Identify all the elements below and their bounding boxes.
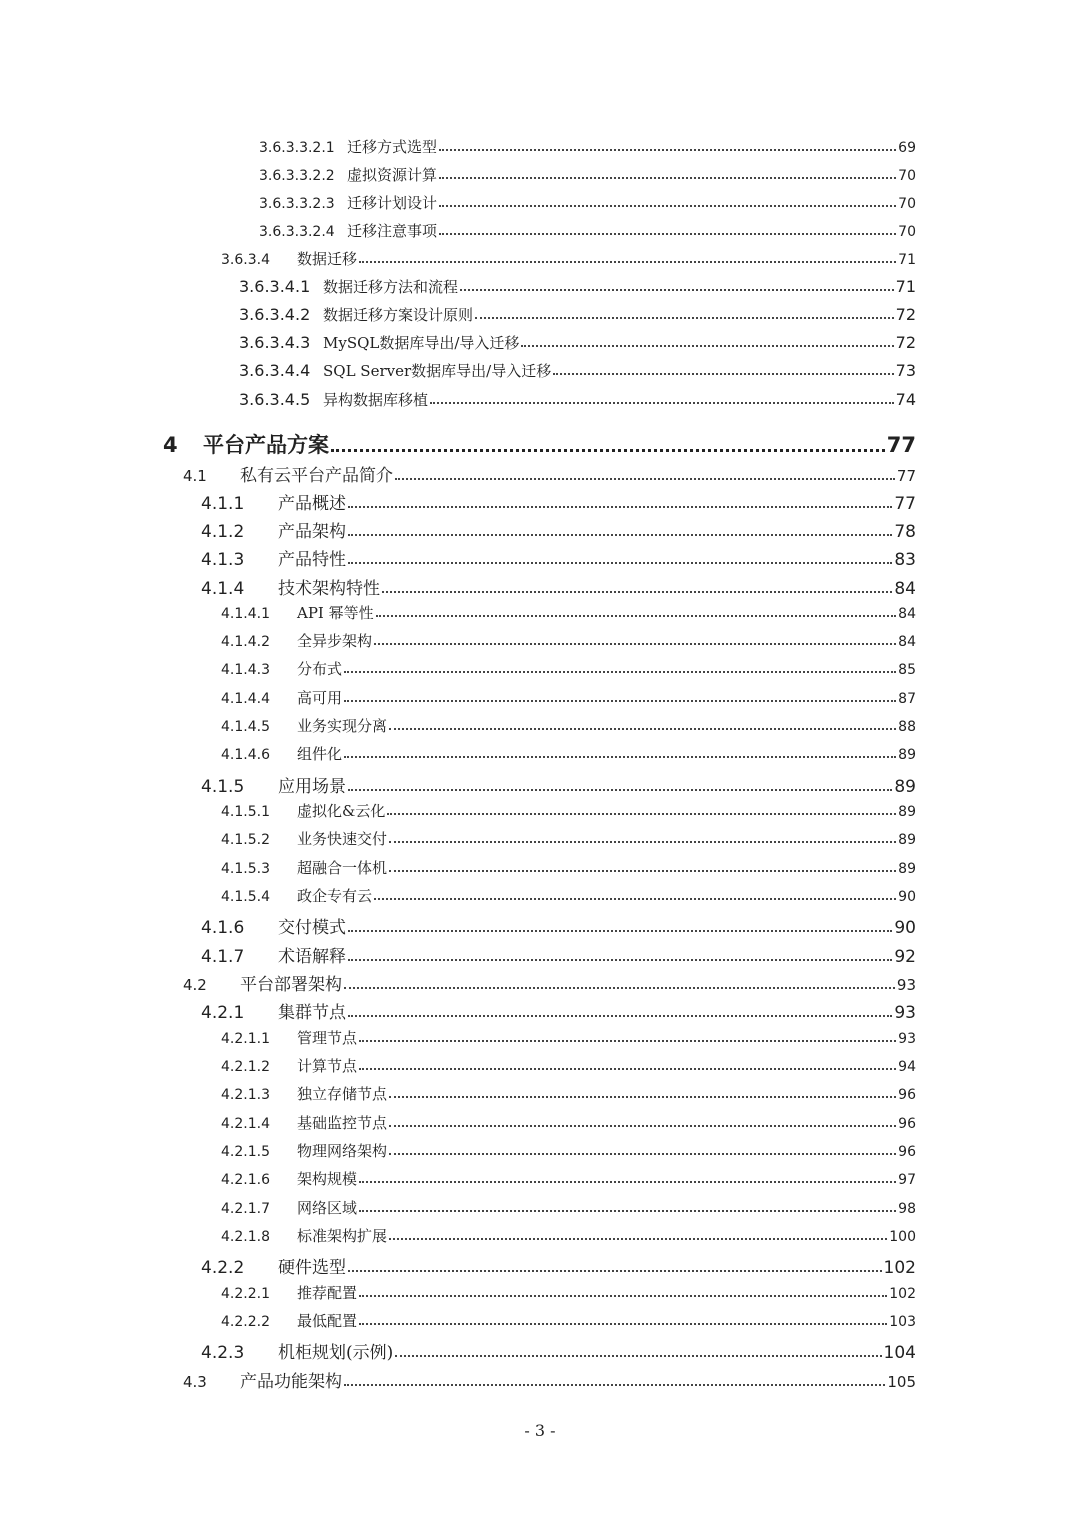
- toc-number: 4.1.4.2: [221, 634, 270, 650]
- toc-number: 4.2.2.1: [221, 1286, 270, 1302]
- toc-entry[interactable]: [221, 857, 916, 878]
- dot-leader: [344, 700, 896, 702]
- dot-leader: [521, 345, 893, 347]
- toc-number: 4.2.1: [201, 1003, 245, 1023]
- toc-page-number: 104: [883, 1343, 916, 1363]
- toc-page-number: 89: [898, 747, 916, 763]
- dot-leader: [389, 1238, 887, 1240]
- toc-number: 3.6.3.4.3: [239, 333, 311, 352]
- toc-number: 4.2.2: [201, 1258, 245, 1278]
- dot-leader: [439, 149, 896, 151]
- dot-leader: [359, 1323, 887, 1325]
- toc-page-number: 84: [898, 606, 916, 622]
- toc-number: 4.2.1.1: [221, 1031, 270, 1047]
- toc-page-number: 96: [898, 1087, 916, 1103]
- toc-number: 4.1.6: [201, 918, 245, 938]
- toc-page-number: 105: [887, 1373, 916, 1391]
- toc-entry[interactable]: [221, 630, 916, 651]
- toc-entry[interactable]: [201, 489, 916, 514]
- toc-title: 产品功能架构: [240, 1372, 342, 1392]
- toc-entry[interactable]: [201, 1253, 916, 1278]
- toc-entry[interactable]: [221, 1055, 916, 1076]
- toc-number: 4.2.1.6: [221, 1172, 270, 1188]
- toc-page-number: 103: [889, 1314, 916, 1330]
- toc-number: 3.6.3.4.2: [239, 305, 311, 324]
- toc-number: 3.6.3.3.2.4: [259, 224, 335, 240]
- toc-page-number: 69: [898, 140, 916, 156]
- toc-page-number: 93: [898, 1031, 916, 1047]
- toc-title: 迁移方式选型: [347, 138, 438, 156]
- toc-entry[interactable]: [239, 389, 916, 410]
- toc-entry[interactable]: [221, 743, 916, 764]
- toc-entry[interactable]: [201, 517, 916, 542]
- toc-page-number: 72: [895, 333, 916, 352]
- toc-entry[interactable]: [239, 332, 916, 353]
- toc-number: 4.1.3: [201, 550, 245, 570]
- toc-entry[interactable]: [221, 1282, 916, 1303]
- toc-number: 4.1: [183, 467, 207, 485]
- toc-number: 4.1.4: [201, 579, 245, 599]
- toc-page-number: 72: [895, 305, 916, 324]
- dot-leader: [553, 373, 893, 375]
- dot-leader: [389, 1125, 896, 1127]
- toc-title: 数据迁移方案设计原则: [323, 306, 474, 324]
- toc-title: 集群节点: [278, 1003, 346, 1023]
- dot-leader: [389, 1153, 896, 1155]
- toc-number: 4.1.5.4: [221, 889, 270, 905]
- toc-title: 异构数据库移植: [323, 391, 429, 409]
- toc-title: 数据迁移方法和流程: [323, 278, 459, 296]
- toc-title: 平台部署架构: [240, 975, 342, 995]
- toc-page-number: 85: [898, 662, 916, 678]
- toc-entry[interactable]: [183, 461, 916, 486]
- toc-number: 4.1.2: [201, 522, 245, 542]
- toc-title: 迁移注意事项: [347, 222, 438, 240]
- dot-leader: [374, 898, 896, 900]
- toc-number: 3.6.3.3.2.3: [259, 196, 335, 212]
- dot-leader: [348, 959, 892, 961]
- toc-entry[interactable]: [239, 304, 916, 325]
- toc-number: 4.3: [183, 1373, 207, 1391]
- toc-number: 4: [163, 433, 178, 457]
- toc-page-number: 83: [894, 550, 916, 570]
- dot-leader: [389, 1096, 896, 1098]
- toc-entry[interactable]: [239, 360, 916, 381]
- toc-page-number: 74: [895, 390, 916, 409]
- toc-title: 应用场景: [278, 777, 346, 797]
- toc-entry[interactable]: [201, 1338, 916, 1363]
- dot-leader: [439, 177, 896, 179]
- toc-page-number: 70: [898, 224, 916, 240]
- toc-number: 3.6.3.3.2.1: [259, 140, 335, 156]
- toc-number: 4.1.4.6: [221, 747, 270, 763]
- toc-title: 迁移计划设计: [347, 194, 438, 212]
- toc-page-number: 84: [898, 634, 916, 650]
- toc-entry[interactable]: [221, 687, 916, 708]
- toc-title: 高可用: [297, 689, 343, 707]
- dot-leader: [359, 1068, 896, 1070]
- dot-leader: [348, 562, 892, 564]
- toc-page-number: 93: [894, 1003, 916, 1023]
- dot-leader: [348, 1270, 882, 1272]
- dot-leader: [389, 728, 896, 730]
- toc-entry[interactable]: [221, 1197, 916, 1218]
- toc-entry[interactable]: [201, 913, 916, 938]
- toc-entry[interactable]: [201, 772, 916, 797]
- toc-number: 4.1.5: [201, 777, 245, 797]
- toc-title: SQL Server数据库导出/导入迁移: [323, 362, 552, 380]
- toc-number: 4.1.7: [201, 947, 245, 967]
- dot-leader: [460, 289, 894, 291]
- toc-entry[interactable]: [221, 1168, 916, 1189]
- toc-number: 4.2.3: [201, 1343, 245, 1363]
- dot-leader: [387, 813, 896, 815]
- toc-number: 4.2.1.7: [221, 1201, 270, 1217]
- toc-page-number: 96: [898, 1144, 916, 1160]
- toc-title: 架构规模: [297, 1170, 358, 1188]
- toc-entry[interactable]: [221, 800, 916, 821]
- toc-title: 政企专有云: [297, 887, 373, 905]
- toc-number: 4.2.1.4: [221, 1116, 270, 1132]
- toc-page-number: 98: [898, 1201, 916, 1217]
- dot-leader: [376, 615, 897, 617]
- toc-page-number: 97: [898, 1172, 916, 1188]
- toc-entry[interactable]: [221, 828, 916, 849]
- toc-number: 4.1.5.2: [221, 832, 270, 848]
- toc-number: 3.6.3.4: [221, 252, 270, 268]
- dot-leader: [359, 261, 896, 263]
- toc-number: 3.6.3.3.2.2: [259, 168, 335, 184]
- toc-entry[interactable]: [201, 998, 916, 1023]
- toc-title: 虚拟资源计算: [347, 166, 438, 184]
- dot-leader: [395, 1355, 881, 1357]
- toc-title: 分布式: [297, 660, 343, 678]
- toc-title: 超融合一体机: [297, 859, 388, 877]
- toc-title: 交付模式: [278, 918, 346, 938]
- toc-page-number: 102: [889, 1286, 916, 1302]
- dot-leader: [374, 643, 896, 645]
- toc-number: 4.1.4.4: [221, 691, 270, 707]
- toc-number: 4.1.5.3: [221, 861, 270, 877]
- toc-title: 全异步架构: [297, 632, 373, 650]
- toc-page-number: 73: [895, 361, 916, 380]
- toc-page-number: 77: [886, 433, 916, 457]
- dot-leader: [395, 478, 895, 480]
- toc-title: 业务快速交付: [297, 830, 388, 848]
- toc-page-number: 71: [895, 277, 916, 296]
- toc-title: 基础监控节点: [297, 1114, 388, 1132]
- toc-entry[interactable]: [183, 1367, 916, 1392]
- toc-number: 4.1.4.5: [221, 719, 270, 735]
- toc-number: 4.2.1.8: [221, 1229, 270, 1245]
- toc-number: 3.6.3.4.5: [239, 390, 311, 409]
- toc-title: 独立存储节点: [297, 1085, 388, 1103]
- dot-leader: [348, 930, 892, 932]
- dot-leader: [344, 671, 896, 673]
- toc-title: 平台产品方案: [203, 432, 329, 457]
- toc-entry[interactable]: [221, 248, 916, 269]
- toc-title: 管理节点: [297, 1029, 358, 1047]
- toc-entry[interactable]: [201, 942, 916, 967]
- dot-leader: [382, 591, 892, 593]
- toc-number: 4.1.5.1: [221, 804, 270, 820]
- toc-entry[interactable]: [239, 276, 916, 297]
- toc-number: 4.1.4.1: [221, 606, 270, 622]
- dot-leader: [359, 1040, 896, 1042]
- dot-leader: [331, 449, 885, 452]
- toc-entry[interactable]: [221, 1083, 916, 1104]
- toc-title: MySQL数据库导出/导入迁移: [323, 334, 520, 352]
- toc-number: 4.1.4.3: [221, 662, 270, 678]
- toc-title: 组件化: [297, 745, 343, 763]
- toc-number: 3.6.3.4.4: [239, 361, 311, 380]
- toc-entry[interactable]: [221, 1140, 916, 1161]
- toc-page-number: 89: [898, 804, 916, 820]
- toc-page-number: 89: [898, 861, 916, 877]
- toc-page-number: 90: [894, 918, 916, 938]
- toc-entry[interactable]: [259, 220, 916, 241]
- toc-entry[interactable]: [201, 574, 916, 599]
- toc-page-number: 100: [889, 1229, 916, 1245]
- toc-title: 网络区域: [297, 1199, 358, 1217]
- toc-page-number: 92: [894, 947, 916, 967]
- toc-entry[interactable]: [221, 1225, 916, 1246]
- toc-entry[interactable]: [221, 1027, 916, 1048]
- toc-page-number: 77: [896, 467, 916, 485]
- toc-entry[interactable]: [221, 602, 916, 623]
- toc-entry[interactable]: [221, 658, 916, 679]
- dot-leader: [359, 1181, 896, 1183]
- toc-page-number: 70: [898, 196, 916, 212]
- toc-title: 硬件选型: [278, 1258, 346, 1278]
- toc-page-number: 102: [883, 1258, 916, 1278]
- toc-page-number: 90: [898, 889, 916, 905]
- page-number-footer: - 3 -: [524, 1421, 556, 1440]
- toc-page-number: 89: [898, 832, 916, 848]
- dot-leader: [430, 402, 894, 404]
- dot-leader: [344, 1384, 885, 1386]
- toc-number: 4.1.1: [201, 494, 245, 514]
- toc-title: 产品特性: [278, 550, 346, 570]
- toc-page-number: 88: [898, 719, 916, 735]
- toc-title: 物理网络架构: [297, 1142, 388, 1160]
- dot-leader: [389, 841, 896, 843]
- toc-number: 4.2.2.2: [221, 1314, 270, 1330]
- toc-page-number: 71: [898, 252, 916, 268]
- toc-title: API 幂等性: [297, 604, 374, 622]
- toc-page-number: 77: [894, 494, 916, 514]
- toc-title: 虚拟化&云化: [297, 802, 386, 820]
- dot-leader: [439, 233, 896, 235]
- toc-title: 术语解释: [278, 947, 346, 967]
- dot-leader: [359, 1210, 896, 1212]
- toc-number: 4.2: [183, 976, 207, 994]
- dot-leader: [348, 506, 892, 508]
- dot-leader: [348, 534, 892, 536]
- toc-title: 最低配置: [297, 1312, 358, 1330]
- toc-title: 标准架构扩展: [297, 1227, 388, 1245]
- dot-leader: [344, 987, 895, 989]
- toc-entry[interactable]: [221, 715, 916, 736]
- toc-entry[interactable]: [259, 136, 916, 157]
- toc-title: 产品概述: [278, 494, 346, 514]
- toc-entry[interactable]: [221, 1310, 916, 1331]
- toc-title: 产品架构: [278, 522, 346, 542]
- toc-page-number: 93: [896, 976, 916, 994]
- toc-title: 业务实现分离: [297, 717, 388, 735]
- dot-leader: [344, 756, 896, 758]
- dot-leader: [359, 1295, 887, 1297]
- toc-entry[interactable]: [221, 1112, 916, 1133]
- dot-leader: [475, 317, 894, 319]
- toc-entry[interactable]: [183, 970, 916, 995]
- toc-number: 4.2.1.5: [221, 1144, 270, 1160]
- toc-title: 数据迁移: [297, 250, 358, 268]
- toc-page-number: 70: [898, 168, 916, 184]
- toc-entry[interactable]: [201, 545, 916, 570]
- toc-number: 3.6.3.4.1: [239, 277, 311, 296]
- toc-entry[interactable]: [259, 192, 916, 213]
- toc-page-number: 87: [898, 691, 916, 707]
- dot-leader: [348, 789, 892, 791]
- dot-leader: [439, 205, 896, 207]
- toc-page-number: 89: [894, 777, 916, 797]
- toc-page-number: 94: [898, 1059, 916, 1075]
- toc-entry[interactable]: [221, 885, 916, 906]
- toc-page-number: 78: [894, 522, 916, 542]
- dot-leader: [389, 870, 896, 872]
- toc-page-number: 96: [898, 1116, 916, 1132]
- toc-page-number: 84: [894, 579, 916, 599]
- toc-number: 4.2.1.2: [221, 1059, 270, 1075]
- toc-title: 机柜规划(示例): [278, 1343, 394, 1363]
- toc-title: 计算节点: [297, 1057, 358, 1075]
- toc-number: 4.2.1.3: [221, 1087, 270, 1103]
- toc-entry[interactable]: [259, 164, 916, 185]
- toc-title: 推荐配置: [297, 1284, 358, 1302]
- toc-title: 私有云平台产品简介: [240, 466, 393, 486]
- toc-title: 技术架构特性: [278, 579, 380, 599]
- toc-chapter-entry[interactable]: [163, 429, 916, 459]
- dot-leader: [348, 1015, 892, 1017]
